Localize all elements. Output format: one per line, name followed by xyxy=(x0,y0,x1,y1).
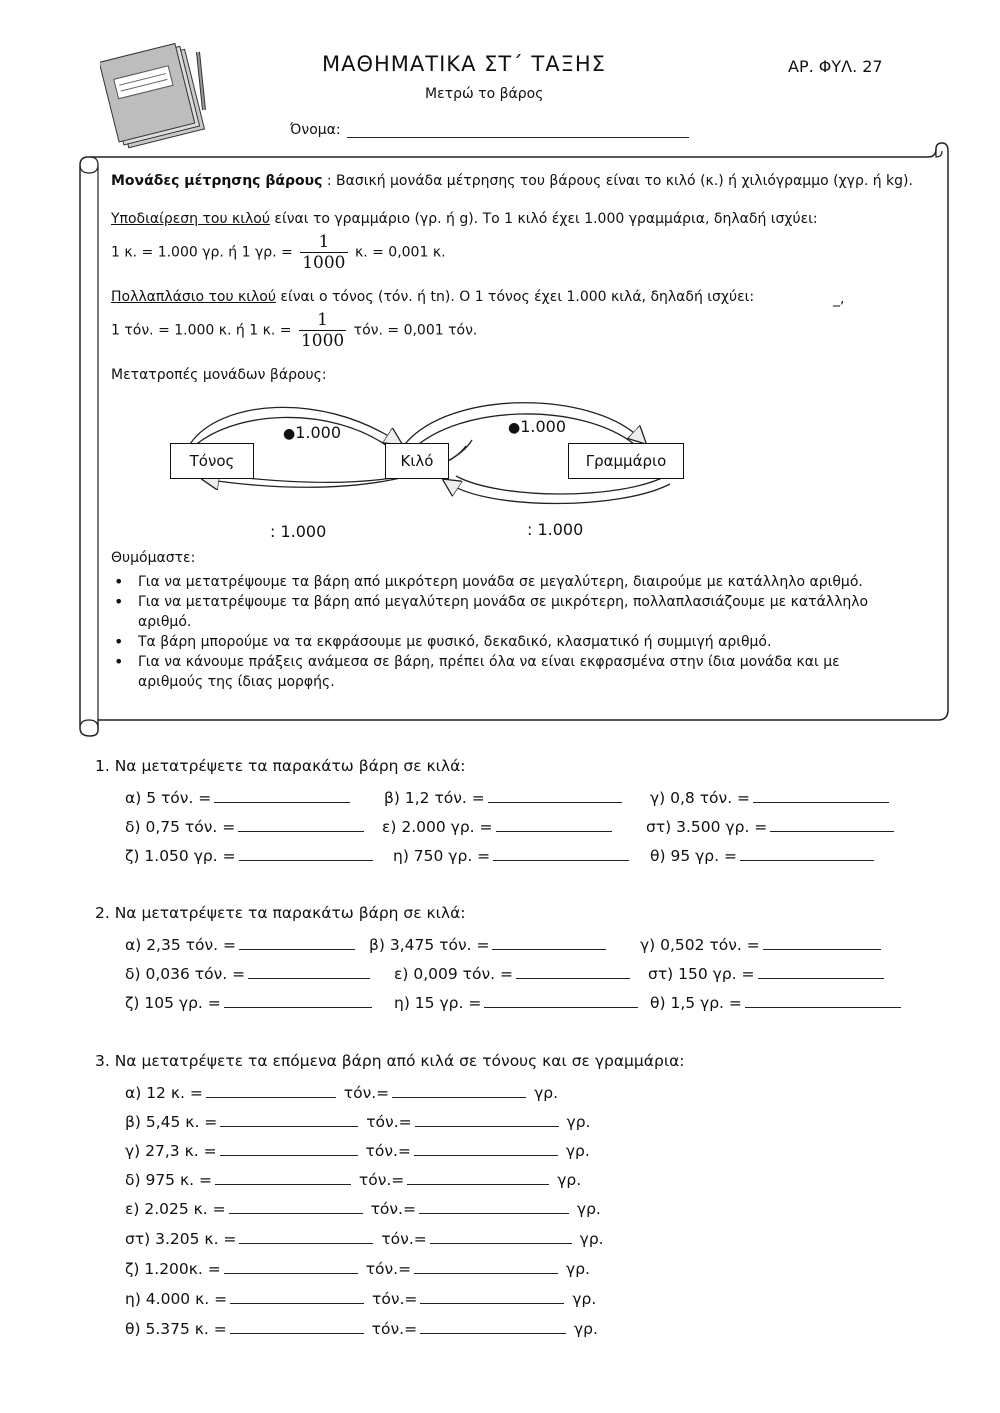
remember-list xyxy=(111,572,901,692)
ex3-row-label: α) 12 κ. = xyxy=(125,1084,203,1102)
ton-label: τόν.= xyxy=(372,1290,418,1308)
answer-blank[interactable] xyxy=(758,963,884,979)
ton-label: τόν.= xyxy=(370,1200,416,1218)
ex3-row-label: θ) 5.375 κ. = xyxy=(125,1320,227,1338)
remember-item: • Για να κάνουμε πράξεις ανάμεσα σε βάρη, πρέπει όλα να είναι εκφρασμένα στην ίδια μονάδα και με αριθμούς της ίδιας μορφής. xyxy=(111,652,901,692)
gram-answer-blank[interactable] xyxy=(420,1288,564,1304)
ton-label: τόν.= xyxy=(358,1171,405,1189)
subdivision-line xyxy=(111,211,818,227)
ex1-item xyxy=(125,816,367,836)
units-title: Μονάδες μέτρησης βάρους xyxy=(111,173,323,189)
fraction-denominator: 1000 xyxy=(300,331,345,351)
gram-label: γρ. xyxy=(557,1171,582,1189)
ex1-item-label: γ) 0,8 τόν. = xyxy=(650,789,751,807)
answer-blank[interactable] xyxy=(488,787,622,803)
answer-blank[interactable] xyxy=(740,845,874,861)
ex2-item xyxy=(394,992,641,1012)
sheet-number: ΑΡ. ΦΥΛ. 27 xyxy=(788,57,883,76)
ton-answer-blank[interactable] xyxy=(229,1198,363,1214)
multiple-mark: _, xyxy=(833,291,845,307)
ex1-item xyxy=(125,787,353,807)
gram-answer-blank[interactable] xyxy=(415,1111,559,1127)
multiple-text: είναι ο τόνος (τόν. ή tn). Ο 1 τόνος έχει 1.000 κιλά, δηλαδή ισχύει: xyxy=(275,289,755,305)
ton-answer-blank[interactable] xyxy=(215,1169,351,1185)
subdivision-text: είναι το γραμμάριο (γρ. ή g). Το 1 κιλό έχει 1.000 γραμμάρια, δηλαδή ισχύει: xyxy=(269,211,818,227)
multiple-line xyxy=(111,289,754,305)
ex2-item xyxy=(640,934,884,954)
gram-answer-blank[interactable] xyxy=(414,1258,558,1274)
conversion-title: Μετατροπές μονάδων βάρους: xyxy=(111,367,327,383)
exercise-3-title: 3. Να μετατρέψετε τα επόμενα βάρη από κιλά σε τόνους και σε γραμμάρια: xyxy=(95,1052,685,1070)
ton-label: τόν.= xyxy=(365,1260,412,1278)
answer-blank[interactable] xyxy=(238,816,364,832)
units-line xyxy=(111,173,913,189)
answer-blank[interactable] xyxy=(493,845,629,861)
ex1-item-label: δ) 0,75 τόν. = xyxy=(125,818,236,836)
ex3-row-label: δ) 975 κ. = xyxy=(125,1171,212,1189)
divide-label-right: : 1.000 xyxy=(527,520,584,539)
ton-answer-blank[interactable] xyxy=(224,1258,358,1274)
fraction-denominator: 1000 xyxy=(302,253,346,273)
ex2-item xyxy=(369,934,609,954)
name-blank[interactable] xyxy=(347,123,689,138)
unit-box-kilo: Κιλό xyxy=(385,443,449,479)
ex2-item xyxy=(650,992,904,1012)
exercise-2-title: 2. Να μετατρέψετε τα παρακάτω βάρη σε κιλά: xyxy=(95,904,466,922)
ex3-row xyxy=(125,1228,604,1248)
ex1-item xyxy=(646,816,897,836)
gram-label: γρ. xyxy=(576,1200,601,1218)
ex1-item-label: α) 5 τόν. = xyxy=(125,789,212,807)
answer-blank[interactable] xyxy=(484,992,638,1008)
ex2-item-label: β) 3,475 τόν. = xyxy=(369,936,490,954)
ton-label: τόν.= xyxy=(366,1113,412,1131)
ton-answer-blank[interactable] xyxy=(220,1111,358,1127)
unit-box-ton: Τόνος xyxy=(170,443,254,479)
multiply-value-left: 1.000 xyxy=(295,423,342,442)
ex3-row-label: ε) 2.025 κ. = xyxy=(125,1200,226,1218)
ex1-item-label: β) 1,2 τόν. = xyxy=(384,789,485,807)
ex1-item xyxy=(125,845,376,865)
ex3-row xyxy=(125,1258,590,1278)
ex2-item xyxy=(125,963,373,983)
answer-blank[interactable] xyxy=(224,992,372,1008)
gram-label: γρ. xyxy=(534,1084,559,1102)
gram-label: γρ. xyxy=(579,1230,604,1248)
ex3-row xyxy=(125,1111,591,1131)
multiply-label-left: ●1.000 xyxy=(283,423,342,442)
ex1-item xyxy=(382,816,615,836)
page-title: ΜΑΘΗΜΑΤΙΚΑ ΣΤ΄ ΤΑΞΗΣ xyxy=(322,52,606,76)
name-label: Όνομα: xyxy=(290,122,341,138)
equation-ton-left: 1 τόν. = 1.000 κ. ή 1 κ. = xyxy=(111,322,292,339)
answer-blank[interactable] xyxy=(214,787,350,803)
answer-blank[interactable] xyxy=(753,787,889,803)
subdivision-term: Υποδιαίρεση του κιλού xyxy=(111,211,270,227)
remember-title: Θυμόμαστε: xyxy=(111,550,196,566)
page-subtitle: Μετρώ το βάρος xyxy=(425,86,544,102)
ex3-row-label: γ) 27,3 κ. = xyxy=(125,1142,217,1160)
ex3-row-label: ζ) 1.200κ. = xyxy=(125,1260,221,1278)
ex2-item-label: θ) 1,5 γρ. = xyxy=(650,994,742,1012)
ton-answer-blank[interactable] xyxy=(220,1140,358,1156)
ex3-row-label: στ) 3.205 κ. = xyxy=(125,1230,237,1248)
ex3-row-label: β) 5,45 κ. = xyxy=(125,1113,218,1131)
multiply-value-right: 1.000 xyxy=(520,417,567,436)
ex2-item xyxy=(125,934,358,954)
ton-label: τόν.= xyxy=(371,1320,418,1338)
ex3-row-label: η) 4.000 κ. = xyxy=(125,1290,228,1308)
ton-answer-blank[interactable] xyxy=(230,1288,364,1304)
exercise-1-title: 1. Να μετατρέψετε τα παρακάτω βάρη σε κιλά: xyxy=(95,757,466,775)
equation-ton-right: τόν. = 0,001 τόν. xyxy=(353,322,478,339)
ex2-item-label: ε) 0,009 τόν. = xyxy=(394,965,513,983)
notebook-illustration xyxy=(100,40,218,152)
ton-label: τόν.= xyxy=(365,1142,411,1160)
ex1-item-label: ζ) 1.050 γρ. = xyxy=(125,847,236,865)
fraction-1-1000 xyxy=(300,232,347,273)
ex3-row xyxy=(125,1288,596,1308)
ex2-item xyxy=(648,963,887,983)
ex3-row xyxy=(125,1140,590,1160)
ex1-item-label: θ) 95 γρ. = xyxy=(650,847,737,865)
fraction-numerator: 1 xyxy=(317,310,328,330)
ex1-item-label: η) 750 γρ. = xyxy=(393,847,491,865)
ton-answer-blank[interactable] xyxy=(239,1228,373,1244)
answer-blank[interactable] xyxy=(239,934,355,950)
gram-answer-blank[interactable] xyxy=(407,1169,549,1185)
ex2-item-label: α) 2,35 τόν. = xyxy=(125,936,236,954)
answer-blank[interactable] xyxy=(239,845,373,861)
answer-blank[interactable] xyxy=(745,992,901,1008)
equation-gram xyxy=(111,232,446,273)
gram-answer-blank[interactable] xyxy=(392,1082,526,1098)
ex2-item-label: γ) 0,502 τόν. = xyxy=(640,936,760,954)
remember-item: • Τα βάρη μπορούμε να τα εκφράσουμε με φυσικό, δεκαδικό, κλασματικό ή συμμιγή αριθμό. xyxy=(111,632,901,652)
ex1-item xyxy=(650,845,877,865)
gram-label: γρ. xyxy=(574,1320,598,1338)
ex2-item-label: στ) 150 γρ. = xyxy=(648,965,755,983)
units-text: : Βασική μονάδα μέτρησης του βάρους είναι το κιλό (κ.) ή χιλιόγραμμο (χγρ. ή kg). xyxy=(326,173,913,189)
remember-item: • Για να μετατρέψουμε τα βάρη από μεγαλύτερη μονάδα σε μικρότερη, πολλαπλασιάζουμε με κατάλληλο αριθμό. xyxy=(111,592,901,632)
ex1-item-label: στ) 3.500 γρ. = xyxy=(646,818,768,836)
answer-blank[interactable] xyxy=(770,816,894,832)
ton-label: τόν.= xyxy=(343,1084,390,1102)
gram-answer-blank[interactable] xyxy=(414,1140,558,1156)
ex2-item-label: δ) 0,036 τόν. = xyxy=(125,965,246,983)
gram-answer-blank[interactable] xyxy=(420,1318,566,1334)
answer-blank[interactable] xyxy=(496,816,612,832)
answer-blank[interactable] xyxy=(516,963,630,979)
ex2-item xyxy=(125,992,375,1012)
equation-gram-right: κ. = 0,001 κ. xyxy=(354,244,446,261)
equation-ton xyxy=(111,310,477,351)
answer-blank[interactable] xyxy=(763,934,881,950)
ex3-row xyxy=(125,1082,558,1102)
remember-item: • Για να μετατρέψουμε τα βάρη από μικρότερη μονάδα σε μεγαλύτερη, διαιρούμε με κατάλληλο αριθμό. xyxy=(111,572,901,592)
ex3-row xyxy=(125,1169,581,1189)
ex3-row xyxy=(125,1198,601,1218)
name-field[interactable] xyxy=(290,122,689,138)
ton-answer-blank[interactable] xyxy=(230,1318,364,1334)
ex2-item-label: ζ) 105 γρ. = xyxy=(125,994,221,1012)
gram-answer-blank[interactable] xyxy=(419,1198,569,1214)
multiply-label-right: ●1.000 xyxy=(508,417,567,436)
gram-answer-blank[interactable] xyxy=(430,1228,572,1244)
gram-label: γρ. xyxy=(566,1260,590,1278)
answer-blank[interactable] xyxy=(248,963,370,979)
ex1-item xyxy=(384,787,625,807)
multiple-term: Πολλαπλάσιο του κιλού xyxy=(111,289,276,305)
equation-gram-left: 1 κ. = 1.000 γρ. ή 1 γρ. = xyxy=(111,244,293,261)
ton-answer-blank[interactable] xyxy=(206,1082,336,1098)
gram-label: γρ. xyxy=(565,1142,590,1160)
fraction-1-1000-b xyxy=(299,310,346,351)
ex1-item xyxy=(650,787,892,807)
ton-label: τόν.= xyxy=(381,1230,427,1248)
gram-label: γρ. xyxy=(572,1290,597,1308)
ex2-item-label: η) 15 γρ. = xyxy=(394,994,482,1012)
ex1-item xyxy=(393,845,632,865)
ex3-row xyxy=(125,1318,598,1338)
unit-box-gram: Γραμμάριο xyxy=(568,443,684,479)
ex1-item-label: ε) 2.000 γρ. = xyxy=(382,818,493,836)
fraction-numerator: 1 xyxy=(318,232,330,252)
gram-label: γρ. xyxy=(566,1113,591,1131)
divide-label-left: : 1.000 xyxy=(270,522,327,541)
ex2-item xyxy=(394,963,633,983)
answer-blank[interactable] xyxy=(492,934,606,950)
